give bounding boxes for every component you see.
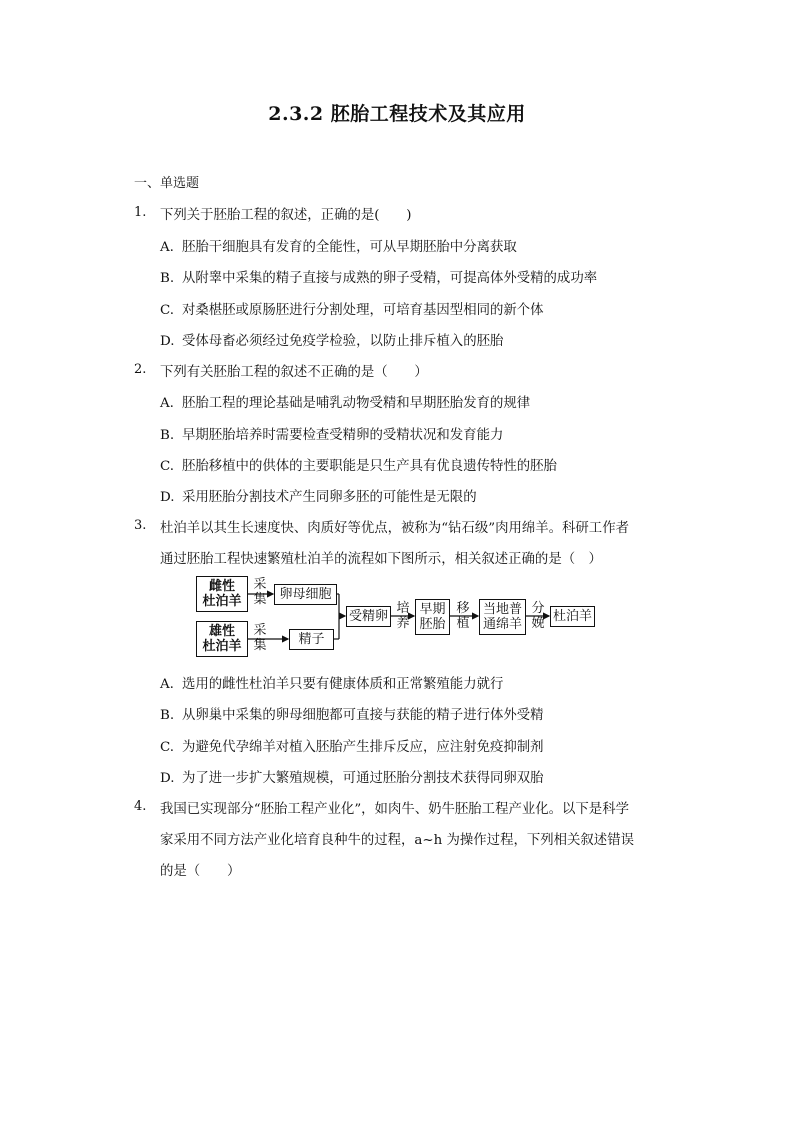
collect-label: 采 集 <box>253 623 267 653</box>
option-a[interactable] <box>160 236 517 255</box>
option-c[interactable] <box>160 455 557 474</box>
male-dorper-box: 雄性 杜泊羊 <box>196 621 248 657</box>
option-c[interactable] <box>160 736 544 755</box>
option-label: A. <box>160 396 174 411</box>
question-stem: 通过胚胎工程快速繁殖杜泊羊的流程如下图所示，相关叙述正确的是（ ） <box>160 552 602 567</box>
transfer-label: 移 植 <box>456 601 470 631</box>
early-embryo-box: 早期 胚胎 <box>415 599 450 635</box>
option-text: 从附睾中采集的精子直接与成熟的卵子受精，可提高体外受精的成功率 <box>182 271 598 286</box>
option-label: D. <box>160 490 175 505</box>
option-label: D. <box>160 771 175 786</box>
option-label: B. <box>160 708 175 723</box>
option-label: A. <box>160 240 174 255</box>
section-heading: 一、单选题 <box>134 176 200 191</box>
question-number: 1. <box>134 205 147 220</box>
culture-label: 培 养 <box>396 601 410 631</box>
female-dorper-box: 雌性 杜泊羊 <box>196 576 248 612</box>
option-b[interactable] <box>160 424 503 443</box>
option-label: A. <box>160 677 174 692</box>
question-stem: 杜泊羊以其生长速度快、肉质好等优点，被称为“钻石级”肉用绵羊。科研工作者 <box>160 521 629 536</box>
option-label: B. <box>160 271 175 286</box>
option-label: C. <box>160 459 175 474</box>
option-c[interactable] <box>160 299 544 318</box>
recipient-sheep-box: 当地普 通绵羊 <box>479 599 526 635</box>
option-label: C. <box>160 303 175 318</box>
option-label: D. <box>160 334 175 349</box>
option-d[interactable] <box>160 330 503 349</box>
sperm-box: 精子 <box>289 629 334 650</box>
page-title: 2.3.2 胚胎工程技术及其应用 <box>268 103 526 125</box>
flow-diagram <box>196 574 596 660</box>
birth-label: 分 娩 <box>531 601 545 631</box>
question-stem: 家采用不同方法产业化培育良种牛的过程，a~h 为操作过程，下列相关叙述错误 <box>160 833 634 848</box>
option-label: C. <box>160 740 175 755</box>
option-b[interactable] <box>160 267 597 286</box>
option-d[interactable] <box>160 486 477 505</box>
question-number: 2. <box>134 362 147 377</box>
question-stem: 下列有关胚胎工程的叙述不正确的是（ ） <box>160 365 428 380</box>
offspring-dorper-box: 杜泊羊 <box>550 606 595 627</box>
option-text: 对桑椹胚或原肠胚进行分割处理，可培育基因型相同的新个体 <box>182 303 544 318</box>
option-text: 受体母畜必须经过免疫学检验，以防止排斥植入的胚胎 <box>182 334 504 349</box>
option-b[interactable] <box>160 704 544 723</box>
option-text: 选用的雌性杜泊羊只要有健康体质和正常繁殖能力就行 <box>182 677 504 692</box>
option-text: 胚胎干细胞具有发育的全能性，可从早期胚胎中分离获取 <box>182 240 517 255</box>
option-text: 早期胚胎培养时需要检查受精卵的受精状况和发育能力 <box>182 428 504 443</box>
option-text: 胚胎工程的理论基础是哺乳动物受精和早期胚胎发育的规律 <box>182 396 531 411</box>
option-text: 从卵巢中采集的卵母细胞都可直接与获能的精子进行体外受精 <box>182 708 544 723</box>
question-stem: 我国已实现部分“胚胎工程产业化”，如肉牛、奶牛胚胎工程产业化。以下是科学 <box>160 802 629 817</box>
question-number: 4. <box>134 799 147 814</box>
zygote-box: 受精卵 <box>346 606 391 627</box>
oocyte-box: 卵母细胞 <box>274 584 337 605</box>
option-a[interactable] <box>160 673 503 692</box>
option-a[interactable] <box>160 392 530 411</box>
question-stem: 的是（ ） <box>160 864 241 879</box>
option-text: 采用胚胎分割技术产生同卵多胚的可能性是无限的 <box>182 490 477 505</box>
option-text: 为了进一步扩大繁殖规模，可通过胚胎分割技术获得同卵双胎 <box>182 771 544 786</box>
option-text: 胚胎移植中的供体的主要职能是只生产具有优良遗传特性的胚胎 <box>182 459 557 474</box>
option-text: 为避免代孕绵羊对植入胚胎产生排斥反应，应注射免疫抑制剂 <box>182 740 544 755</box>
option-d[interactable] <box>160 767 544 786</box>
question-number: 3. <box>134 518 147 533</box>
collect-label: 采 集 <box>253 577 267 607</box>
question-stem: 下列关于胚胎工程的叙述，正确的是( ) <box>160 208 412 223</box>
option-label: B. <box>160 428 175 443</box>
